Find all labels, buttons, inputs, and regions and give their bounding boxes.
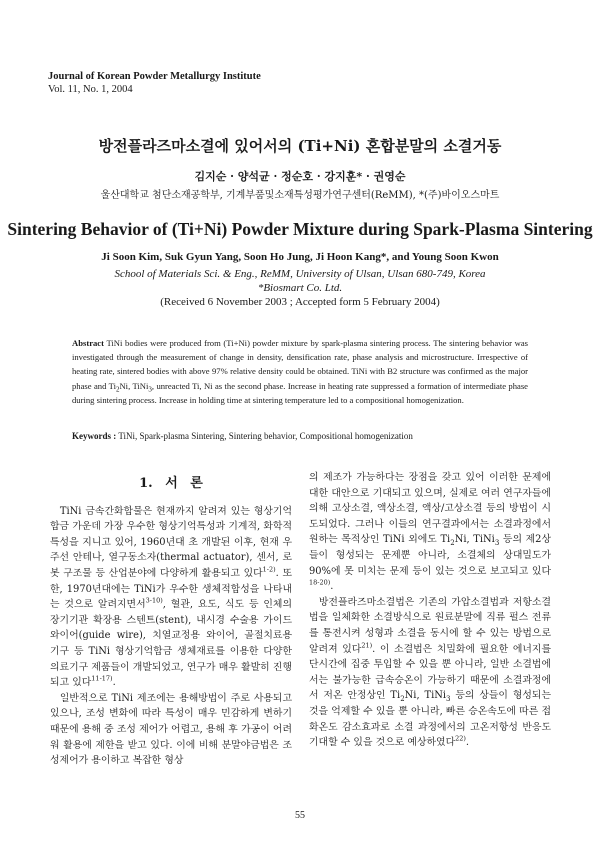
right-subscript-3: 2 — [400, 695, 405, 704]
abstract-text-2: Ni, TiNi — [119, 380, 149, 391]
intro-p2-text: 일반적으로 TiNi 제조에는 용해방법이 주로 사용되고 있으나, 조성 변화에 따라 특성이 매우 민감하게 변하기 때문에 용해 중 조성 제어가 어렵고, 용해 후 가공이 어려워 활용에 제한을 받고 있다. 이에 비해 분말야금법은 조성제어가 용이하고 복잡한 형상 — [50, 692, 292, 767]
intro-paragraph-1 — [50, 504, 292, 691]
page-number: 55 — [295, 810, 305, 821]
right-p1-text-c: 등의 제2상들이 형성되는 문제뿐 아니라, 소결체의 상대밀도가 90%에 못 미치는 문제 등이 있는 것으로 보고되고 있다 — [309, 534, 552, 577]
abstract-subscript-1: 2 — [115, 385, 120, 394]
korean-affiliation: 울산대학교 첨단소재공학부, 기계부품및소재특성평가연구센터(ReMM), *(주)바이오스마트 — [100, 190, 500, 201]
abstract-subscript-2: 3 — [148, 385, 152, 394]
korean-authors: 김지순 · 양석균 · 정순호 · 강지훈* · 권영순 — [194, 170, 406, 183]
intro-p1-text-c: , 혈관, 요도, 식도 등 인체의 장기기관 확장용 스텐트(stent), 내시경 수술용 가이드와이어(guide wire), 치열교정용 와이어, 골절치료용 기구 등 TiNi 형상기억합금 생체재료를 이용한 다양한 의료기구 제품들이 개발되었고, 연구가 매우 활발히 진행되고 있다 — [50, 599, 292, 689]
keywords-label: Keywords : — [72, 431, 117, 441]
right-p2-text-a: 방전플라즈마소결법은 기존의 가압소결법과 저항소결법을 일체화한 소결방식으로 원료분말에 직류 펄스 전류를 통전시켜 성형과 소결을 동시에 할 수 있는 방법으로 알려져 있다 — [309, 596, 551, 655]
journal-header — [48, 70, 261, 96]
english-affiliation-2: *Biosmart Co. Ltd. — [257, 282, 343, 294]
keywords — [72, 431, 528, 441]
right-column — [309, 470, 551, 751]
journal-volume: Vol. 11, No. 1, 2004 — [48, 84, 133, 95]
reference-1: 1-2) — [262, 565, 276, 574]
right-p2-text-c: Ni, TiNi — [404, 690, 447, 702]
reference-2: 3-10) — [145, 596, 163, 605]
reference-4: 18-20) — [309, 578, 331, 587]
keywords-text: TiNi, Spark-plasma Sintering, Sintering behavior, Compositional homogenization — [116, 431, 413, 441]
english-title: Sintering Behavior of (Ti+Ni) Powder Mixture during Spark-Plasma Sintering — [7, 219, 593, 239]
intro-paragraph-2 — [50, 691, 292, 769]
intro-p1-text-a: TiNi 금속간화합물은 현재까지 알려져 있는 형상기억합금 가운데 가장 우수한 형상기억특성과 기계적, 화학적 특성을 지니고 있어, 1960년대 초 개발된 이후, 현재 우주선 안테나, 열구동소자(thermal actuator), 센서, 로봇 구조물 등 산업분야에 다양하게 활용되고 있다 — [50, 505, 292, 579]
intro-p1-text-d: . — [112, 677, 116, 689]
reference-5: 21) — [361, 641, 373, 650]
english-affiliation-1: School of Materials Sci. & Eng., ReMM, University of Ulsan, Ulsan 680-749, Korea — [114, 268, 486, 280]
journal-name: Journal of Korean Powder Metallurgy Institute — [48, 71, 261, 82]
left-column — [50, 470, 292, 769]
intro-paragraph-2-continued — [309, 470, 551, 595]
abstract-text-1: TiNi bodies were produced from (Ti+Ni) powder mixture by spark-plasma sintering process. The sintering behavior was investigated through the measurement of change in density, densification rate, phase analysis and microstructure. Irrespective of heating rate, sintered bodies with above 97% relative density could be obtained. TiNi with B2 structure was confirmed as the major phase and Ti — [72, 338, 528, 391]
right-p2-text-b: . 이 소결법은 치밀화에 필요한 에너지를 단시간에 집중 투입할 수 있을 뿐 아니라, 일반 소결법에서는 불가능한 급속승온이 가능하기 때문에 소결과정에서 저온 안정상인 Ti — [309, 643, 551, 702]
right-p1-text-b: Ni, TiNi — [454, 534, 495, 546]
korean-title: 방전플라즈마소결에 있어서의 (Ti+Ni) 혼합분말의 소결거동 — [98, 137, 502, 155]
intro-p1-text-b: . 또한, 1970년대에는 TiNi가 우수한 생체적합성을 나타내는 것으로 알려지면서 — [50, 567, 292, 611]
intro-paragraph-3 — [309, 595, 551, 751]
right-subscript-4: 3 — [446, 695, 451, 704]
section-heading: 1. 서 론 — [139, 476, 203, 491]
abstract-label: Abstract — [72, 338, 104, 348]
reference-3: 11-17) — [91, 674, 113, 683]
right-subscript-2: 3 — [494, 539, 500, 548]
english-authors: Ji Soon Kim, Suk Gyun Yang, Soon Ho Jung, Ji Hoon Kang*, and Young Soon Kwon — [101, 251, 499, 263]
right-p1-text-d: . — [330, 581, 334, 593]
received-dates: (Received 6 November 2003 ; Accepted form 5 February 2004) — [160, 296, 440, 308]
right-subscript-1: 2 — [450, 539, 455, 548]
right-p2-text-d: 등의 상들이 형성되는 것을 억제할 수 있을 뿐 아니라, 빠른 승온속도에 따른 접화온도 감소효과로 소결 과정에서의 고온저항성 반응도 기대할 수 있을 것으로 예상하였다 — [309, 690, 552, 749]
right-p1-text-a: 의 제조가 가능하다는 장점을 갖고 있어 이러한 문제에 대한 대안으로 기대되고 있으며, 실제로 여러 연구자들에 의해 고상소결, 액상소결, 액상/고상소결 등의 방법이 시도되었다. 그러나 이들의 연구결과에서는 소결과정에서 원하는 목적상인 TiNi 외에도 Ti — [309, 472, 551, 546]
right-p2-text-e: . — [465, 737, 470, 749]
abstract — [72, 336, 528, 407]
abstract-text-3: , unreacted Ti, Ni as the second phase. Increase in heating rate suppressed a formation of intermediate phase during sintering process. Increase in holding time at sintering temperature led to a compositional homogenization. — [72, 380, 528, 405]
reference-6: 22) — [455, 734, 466, 743]
